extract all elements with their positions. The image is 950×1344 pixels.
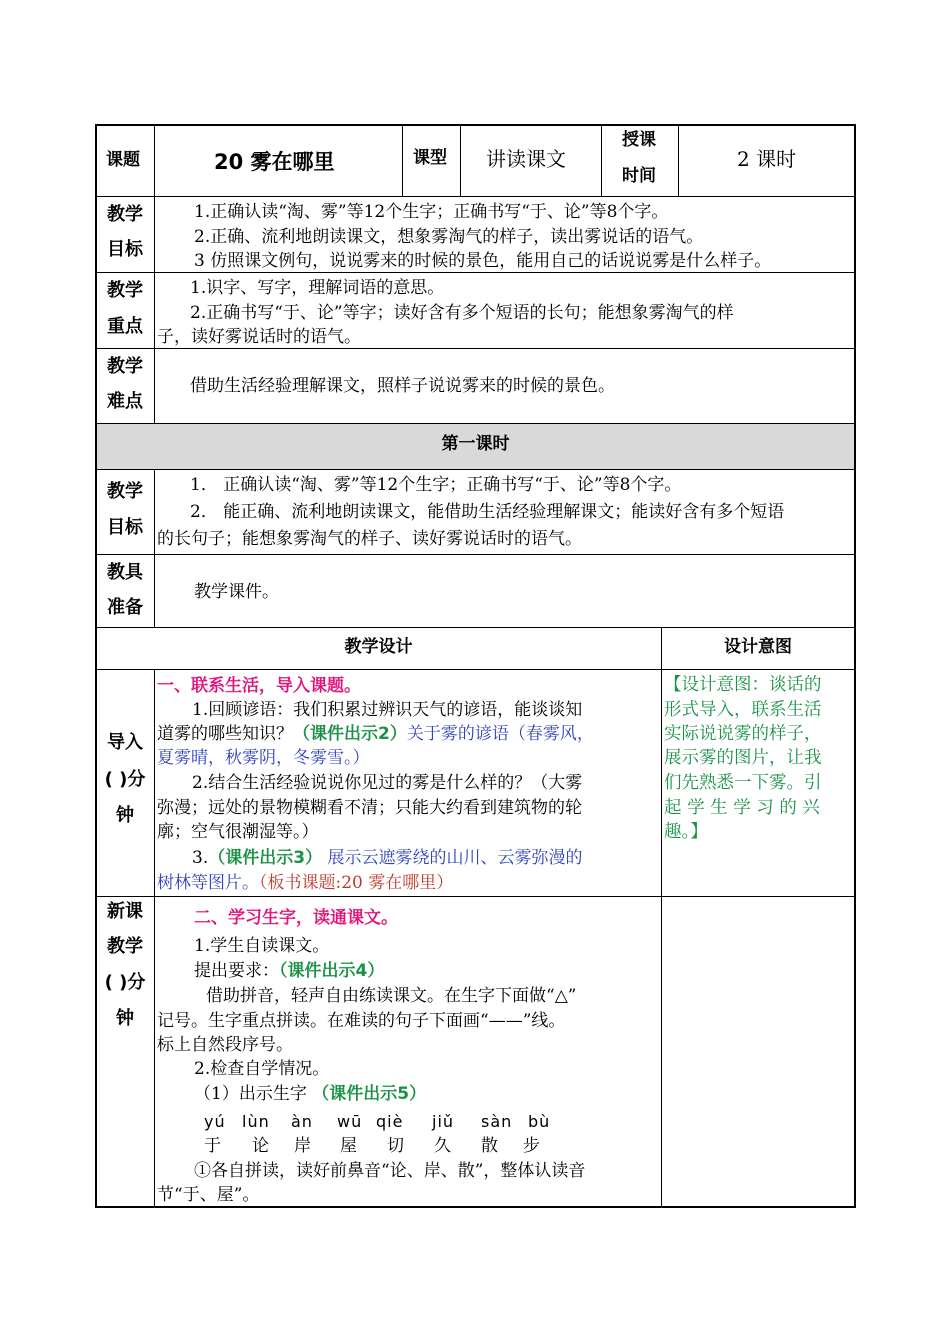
pinyin-5: jiǔ bbox=[432, 1112, 455, 1131]
new-line-2: 提出要求：（课件出示4） bbox=[194, 961, 385, 981]
goal-line-2: 2.正确、流利地朗读课文，想象雾淘气的样子，读出雾说话的语气。 bbox=[194, 227, 704, 247]
char-4: 切 bbox=[387, 1136, 404, 1156]
intro-p2-line-2: 弥漫；远处的景物模糊看不清；只能大约看到建筑物的轮 bbox=[157, 798, 582, 818]
goals-label-2: 目标 bbox=[107, 239, 143, 260]
intro-label-3: 钟 bbox=[116, 805, 134, 826]
intent-line-6: 起 学 生 学 习 的 兴 bbox=[664, 798, 820, 818]
design-header: 教学设计 bbox=[344, 637, 413, 657]
pinyin-1: lùn bbox=[242, 1112, 270, 1131]
pinyin-2: àn bbox=[291, 1112, 313, 1131]
pinyin-4: qiè bbox=[376, 1112, 404, 1131]
intent-line-7: 趣。】 bbox=[664, 822, 708, 842]
intent-line-1: 【设计意图：谈话的 bbox=[664, 675, 822, 695]
goal-line-3: 3 仿照课文例句，说说雾来的时候的景色，能用自己的话说说雾是什么样子。 bbox=[194, 251, 772, 271]
new-label-3: ( )分 bbox=[104, 972, 146, 993]
new-line-1: 1.学生自读课文。 bbox=[194, 936, 330, 956]
tools-label-1: 教具 bbox=[107, 562, 143, 583]
lesson-type: 讲读课文 bbox=[486, 147, 566, 171]
difficulties-text: 借助生活经验理解课文，照样子说说雾来的时候的景色。 bbox=[190, 376, 615, 396]
char-0: 于 bbox=[204, 1136, 221, 1156]
lesson1-goals-label-2: 目标 bbox=[107, 517, 143, 538]
intro-heading: 一、联系生活，导入课题。 bbox=[157, 676, 361, 696]
intent-line-3: 实际说说雾的样子， bbox=[664, 724, 822, 744]
new-line-3: 借助拼音，轻声自由练读课文。在生字下面做“△” bbox=[206, 986, 577, 1006]
new-label-2: 教学 bbox=[107, 936, 143, 957]
goal-line-1: 1.正确认读“淘、雾”等12个生字；正确书写“于、论”等8个字。 bbox=[194, 202, 669, 222]
char-7: 步 bbox=[523, 1136, 540, 1156]
intent-line-2: 形式导入，联系生活 bbox=[664, 700, 822, 720]
new-line-5: 标上自然段序号。 bbox=[157, 1035, 293, 1055]
intro-p1-line-2: 道雾的哪些知识？（课件出示2）关于雾的谚语（春雾风， bbox=[157, 724, 594, 744]
char-6: 散 bbox=[481, 1136, 498, 1156]
lesson-topic: 20 雾在哪里 bbox=[214, 150, 335, 174]
new-line-7: （1）出示生字 （课件出示5） bbox=[194, 1084, 427, 1104]
lesson-hours: 2 课时 bbox=[737, 147, 797, 171]
difficulties-label-1: 教学 bbox=[107, 356, 143, 377]
keypoints-label-2: 重点 bbox=[107, 316, 143, 337]
keypoint-line-2: 2.正确书写“于、论”等字；读好含有多个短语的长句；能想象雾淘气的样 bbox=[190, 303, 734, 323]
intro-label-1: 导入 bbox=[107, 732, 143, 753]
difficulties-label-2: 难点 bbox=[107, 391, 143, 412]
lesson1-goal-1: 1． 正确认读“淘、雾”等12个生字；正确书写“于、论”等8个字。 bbox=[190, 475, 682, 495]
new-label-4: 钟 bbox=[116, 1008, 134, 1029]
goals-label-1: 教学 bbox=[107, 204, 143, 225]
char-5: 久 bbox=[434, 1136, 451, 1156]
courseware-4: （课件出示4） bbox=[279, 961, 385, 981]
char-1: 论 bbox=[252, 1136, 269, 1156]
time-label-2: 时间 bbox=[622, 166, 656, 186]
courseware-5: （课件出示5） bbox=[312, 1084, 427, 1104]
keypoints-label-1: 教学 bbox=[107, 280, 143, 301]
type-label: 课型 bbox=[413, 148, 447, 168]
pinyin-0: yú bbox=[204, 1112, 226, 1131]
topic-label: 课题 bbox=[106, 150, 140, 170]
tools-text: 教学课件。 bbox=[194, 582, 279, 602]
lesson1-goals-label-1: 教学 bbox=[107, 481, 143, 502]
tools-label-2: 准备 bbox=[107, 597, 143, 618]
new-heading: 二、学习生字，读通课文。 bbox=[194, 908, 398, 928]
intro-p3-line-2: 树林等图片。（板书课题:20 雾在哪里） bbox=[157, 873, 454, 893]
char-3: 屋 bbox=[340, 1136, 357, 1156]
time-label-1: 授课 bbox=[622, 130, 656, 150]
intro-p2-line-1: 2.结合生活经验说说你见过的雾是什么样的？（大雾 bbox=[192, 773, 583, 793]
intent-line-4: 展示雾的图片，让我 bbox=[664, 748, 822, 768]
lesson1-goal-3: 的长句子；能想象雾淘气的样子、读好雾说话时的语气。 bbox=[157, 529, 582, 549]
intro-label-2: ( )分 bbox=[104, 769, 146, 790]
new-label-1: 新课 bbox=[107, 901, 143, 922]
pinyin-3: wū bbox=[337, 1112, 363, 1131]
new-line-9: 节“于、屋”。 bbox=[157, 1185, 260, 1205]
board-title: （板书课题:20 雾在哪里） bbox=[259, 873, 454, 893]
pinyin-7: bù bbox=[528, 1112, 551, 1131]
new-line-4: 记号。生字重点拼读。在难读的句子下面画“——”线。 bbox=[157, 1011, 566, 1031]
courseware-2: （课件出示2） bbox=[293, 724, 407, 744]
keypoint-line-1: 1.识字、写字，理解词语的意思。 bbox=[190, 278, 445, 298]
lesson1-title: 第一课时 bbox=[441, 434, 510, 454]
intro-p3-line-1: 3.（课件出示3） 展示云遮雾绕的山川、云雾弥漫的 bbox=[192, 848, 583, 868]
intro-p2-line-3: 廓；空气很潮湿等。） bbox=[157, 822, 319, 842]
courseware-3: （课件出示3） bbox=[208, 848, 323, 868]
intent-line-5: 们先熟悉一下雾。引 bbox=[664, 773, 822, 793]
intro-p1-line-1: 1.回顾谚语：我们积累过辨识天气的谚语，能谈谈知 bbox=[192, 700, 583, 720]
lesson1-goal-2: 2． 能正确、流利地朗读课文，能借助生活经验理解课文；能读好含有多个短语 bbox=[190, 502, 785, 522]
pinyin-6: sàn bbox=[481, 1112, 513, 1131]
intent-header: 设计意图 bbox=[724, 637, 792, 657]
intro-p1-line-3: 夏雾晴，秋雾阴，冬雾雪。） bbox=[157, 748, 370, 768]
keypoint-line-3: 子，读好雾说话时的语气。 bbox=[157, 327, 361, 347]
new-line-8: ①各自拼读，读好前鼻音“论、岸、散”，整体认读音 bbox=[194, 1161, 586, 1181]
new-line-6: 2.检查自学情况。 bbox=[194, 1059, 330, 1079]
char-2: 岸 bbox=[294, 1136, 311, 1156]
